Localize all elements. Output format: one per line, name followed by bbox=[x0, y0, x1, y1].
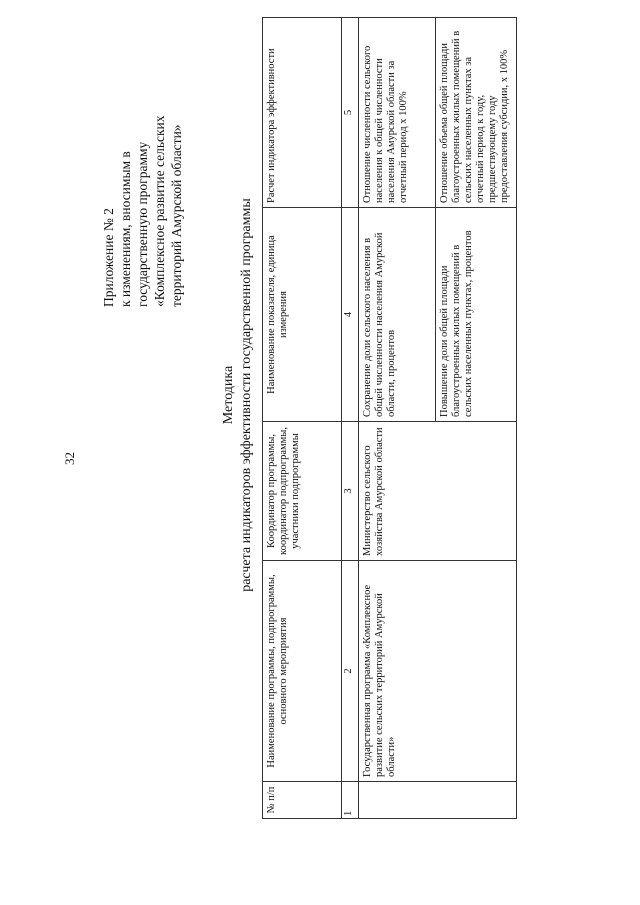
indicator-name-cell: Сохранение доли сельского населения в общей численности населения Амурской области, процентов bbox=[359, 208, 436, 422]
appendix-line: государственную программу bbox=[135, 141, 150, 307]
table-row bbox=[359, 18, 436, 819]
column-number: 5 bbox=[342, 18, 359, 208]
row-number-cell bbox=[359, 782, 517, 819]
column-number-row bbox=[342, 18, 359, 819]
header-indicator-name: Наименование показателя, единица измерения bbox=[263, 208, 342, 422]
column-number: 4 bbox=[342, 208, 359, 422]
title-line-2: расчета индикаторов эффективности государственной программы bbox=[239, 198, 254, 592]
appendix-block bbox=[100, 87, 185, 307]
header-number: № п/п bbox=[263, 782, 342, 819]
column-number: 1 bbox=[342, 782, 359, 819]
calculation-cell: Отношение численности сельского населения к общей численности населения Амурской области за отчетный период х 100% bbox=[359, 18, 436, 208]
appendix-line: территорий Амурской области» bbox=[169, 124, 184, 307]
indicators-table bbox=[262, 17, 517, 819]
appendix-line: «Комплексное развитие сельских bbox=[152, 115, 167, 307]
appendix-line: к изменениям, вносимым в bbox=[118, 151, 133, 307]
indicator-name-cell: Повышение доли общей площади благоустроенных жилых помещений в сельских населенных пунктах, процентов bbox=[436, 208, 517, 422]
appendix-line: Приложение № 2 bbox=[101, 208, 116, 307]
calculation-cell: Отношение объема общей площади благоустроенных жилых помещений в сельских населенных пунктах за отчетный период к году, предшествующему году предоставления субсидии, х 100% bbox=[436, 18, 517, 208]
table-header-row bbox=[263, 18, 342, 819]
header-program-name: Наименование программы, подпрограммы, основного мероприятия bbox=[263, 561, 342, 782]
program-name-cell: Государственная программа «Комплексное развитие сельских территорий Амурской области» bbox=[359, 561, 517, 782]
column-number: 3 bbox=[342, 422, 359, 561]
title-line-1: Методика bbox=[221, 365, 236, 425]
document-title bbox=[220, 135, 256, 655]
header-calculation: Расчет индикатора эффективности bbox=[263, 18, 342, 208]
header-coordinator: Координатор программы, координатор подпрограммы, участники подпрограммы bbox=[263, 422, 342, 561]
coordinator-cell: Министерство сельского хозяйства Амурской области bbox=[359, 422, 517, 561]
column-number: 2 bbox=[342, 561, 359, 782]
page-number: 32 bbox=[62, 452, 77, 465]
